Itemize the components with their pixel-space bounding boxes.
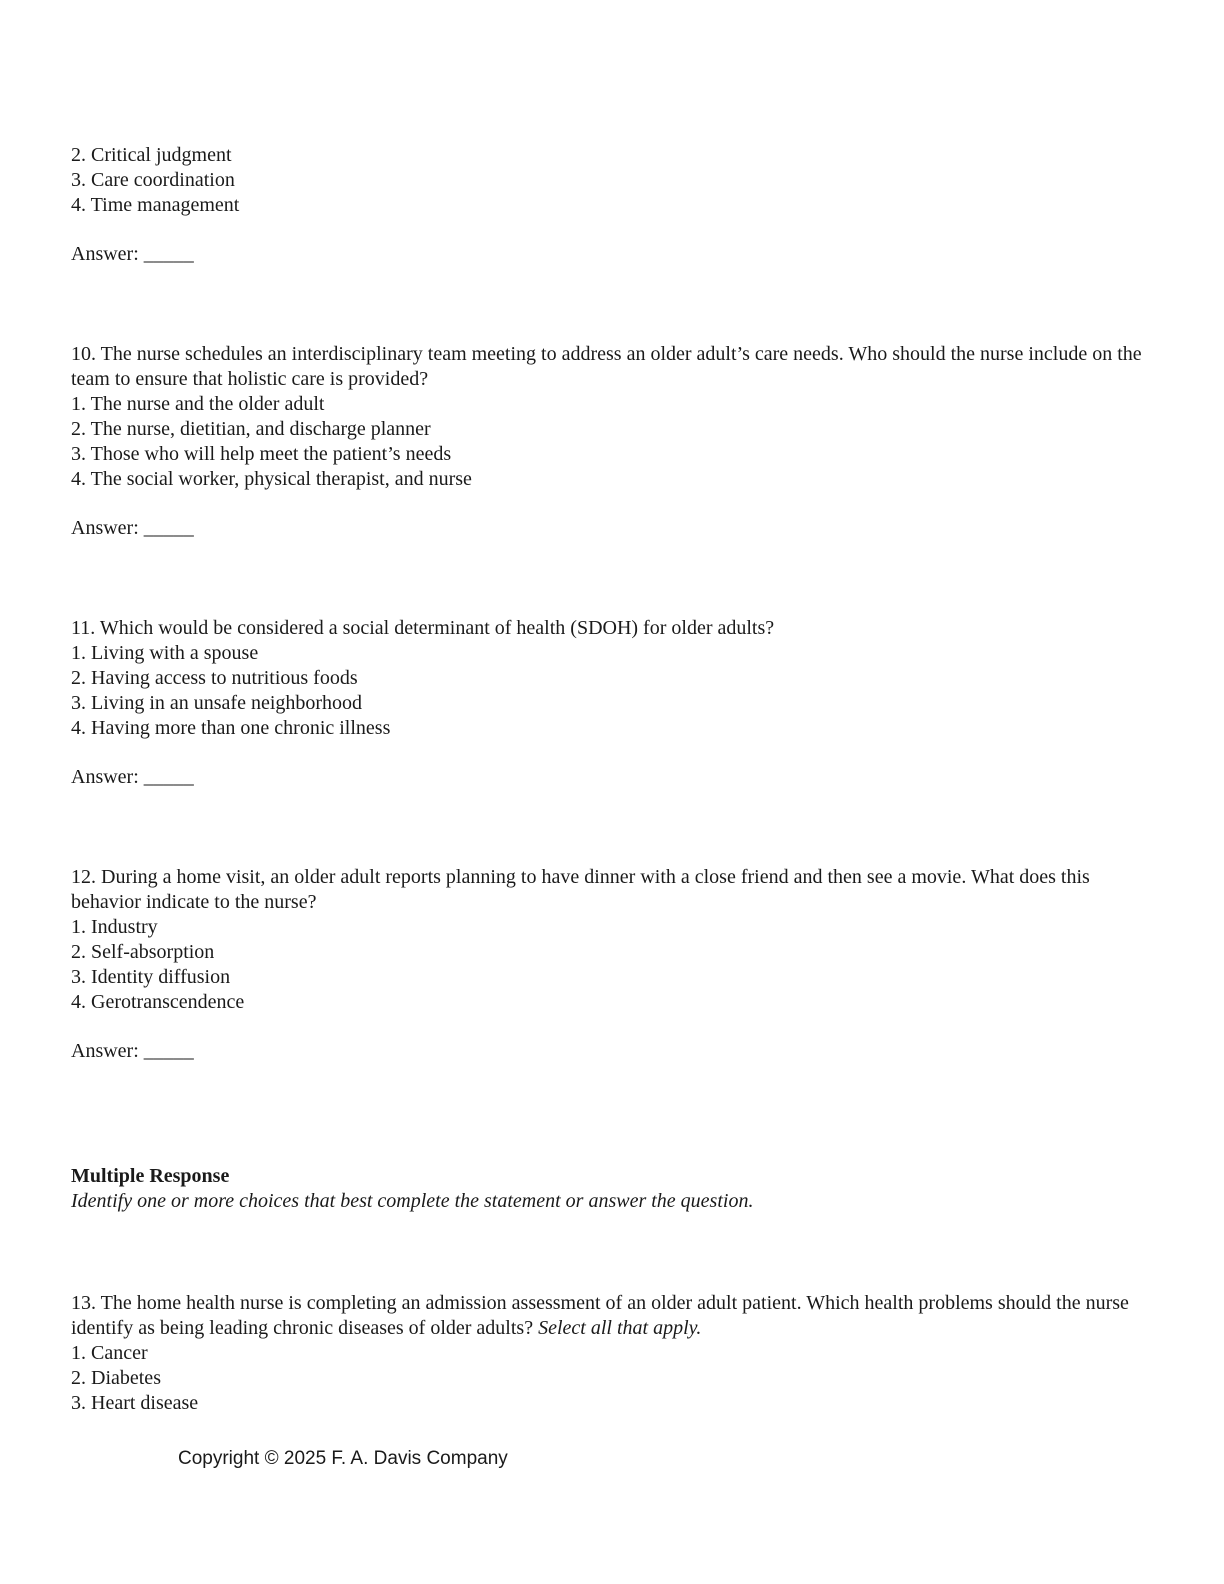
option: 3. Those who will help meet the patient’s needs	[71, 443, 452, 465]
option: 2. Diabetes	[71, 1367, 161, 1389]
option: 2. Critical judgment	[71, 144, 232, 166]
question-stem: 10. The nurse schedules an interdisciplinary team meeting to address an older adult’s care needs. Who should the nurse include on the team to ensure that holistic care is provided?	[71, 343, 1147, 390]
answer-blank: Answer: _____	[71, 766, 194, 788]
option: 3. Identity diffusion	[71, 966, 231, 988]
question-11	[71, 616, 1151, 741]
option: 3. Care coordination	[71, 169, 235, 191]
copyright-footer: Copyright © 2025 F. A. Davis Company	[178, 1448, 508, 1469]
section-title: Multiple Response	[71, 1165, 230, 1187]
select-all-note: Select all that apply.	[538, 1317, 702, 1339]
option: 4. Time management	[71, 194, 240, 216]
option: 2. Having access to nutritious foods	[71, 667, 358, 689]
option: 3. Heart disease	[71, 1392, 199, 1414]
question-stem: 11. Which would be considered a social determinant of health (SDOH) for older adults?	[71, 617, 775, 639]
option: 2. The nurse, dietitian, and discharge planner	[71, 418, 431, 440]
section-instructions: Identify one or more choices that best complete the statement or answer the question.	[71, 1190, 754, 1212]
option: 4. The social worker, physical therapist, and nurse	[71, 468, 472, 490]
question-12	[71, 865, 1151, 1015]
option: 1. Industry	[71, 916, 158, 938]
option: 3. Living in an unsafe neighborhood	[71, 692, 363, 714]
question-10	[71, 342, 1151, 492]
answer-blank: Answer: _____	[71, 517, 194, 539]
question-stem	[71, 1291, 1151, 1341]
answer-blank: Answer: _____	[71, 243, 194, 265]
question-13	[71, 1291, 1151, 1416]
option: 4. Having more than one chronic illness	[71, 717, 391, 739]
question-stem: 12. During a home visit, an older adult reports planning to have dinner with a close friend and then see a movie. What does this behavior indicate to the nurse?	[71, 866, 1095, 913]
question-9-options-continued	[71, 143, 1151, 218]
multiple-response-section-header	[71, 1164, 1151, 1214]
option: 2. Self-absorption	[71, 941, 215, 963]
option: 1. Living with a spouse	[71, 642, 259, 664]
document-page	[71, 143, 1151, 1416]
option: 1. The nurse and the older adult	[71, 393, 325, 415]
option: 4. Gerotranscendence	[71, 991, 245, 1013]
answer-blank: Answer: _____	[71, 1040, 194, 1062]
option: 1. Cancer	[71, 1342, 148, 1364]
question-stem-text: 13. The home health nurse is completing an admission assessment of an older adult patient. Which health problems should the nurse identify as being leading chronic diseases of older adults?	[71, 1292, 1134, 1339]
